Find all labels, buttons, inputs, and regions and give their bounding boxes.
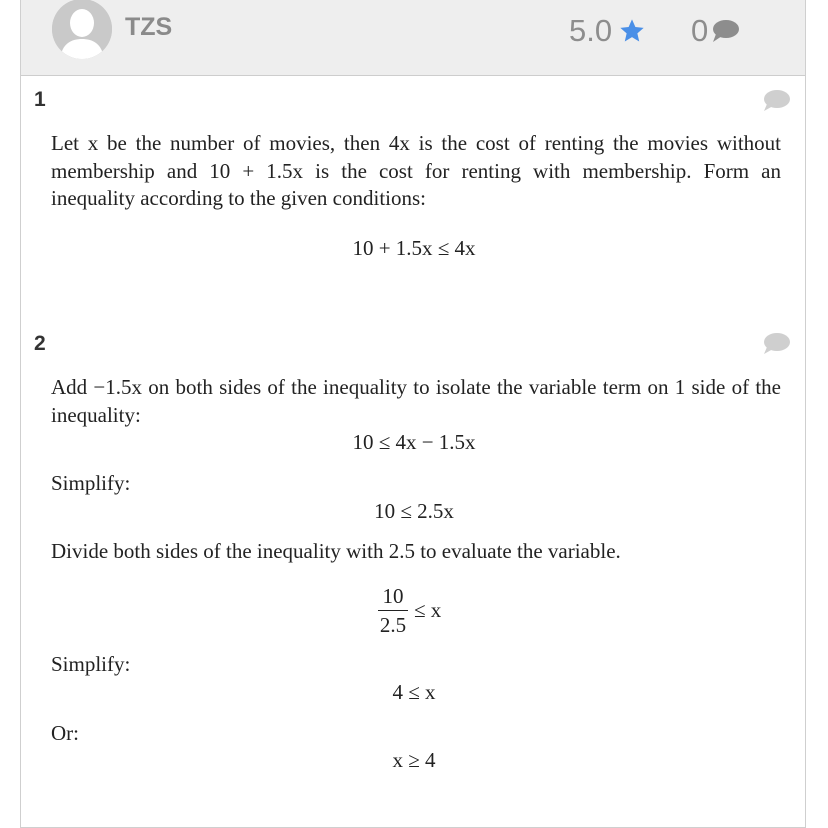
equation: 4 ≤ x — [392, 680, 436, 704]
equation: 10 ≤ 2.5x — [374, 499, 454, 523]
step-label: Or: — [51, 721, 79, 745]
equation: x ≥ 4 — [392, 748, 436, 772]
comment-count[interactable] — [691, 13, 740, 49]
comment-bubble-icon[interactable] — [761, 332, 791, 356]
fraction-equation — [378, 584, 441, 637]
step-explanation: Add −1.5x on both sides of the inequality to isolate the variable term on 1 side of the inequality: — [51, 375, 781, 427]
fraction — [378, 584, 408, 637]
step-number: 2 — [34, 332, 46, 355]
step-explanation: Let x be the number of movies, then 4x is the cost of renting the movies without membership and 10 + 1.5x is the cost for renting with membership. Form an inequality according to the given conditions: — [51, 131, 781, 210]
username[interactable]: TZS — [125, 13, 173, 41]
step-explanation: Divide both sides of the inequality with 2.5 to evaluate the variable. — [51, 539, 621, 563]
avatar[interactable] — [52, 0, 112, 59]
fraction-rest: ≤ x — [414, 598, 442, 622]
step-label: Simplify: — [51, 471, 131, 495]
rating-value: 5.0 — [569, 13, 613, 48]
equation: 10 ≤ 4x − 1.5x — [352, 430, 476, 454]
speech-bubble-icon — [710, 18, 740, 44]
fraction-denominator: 2.5 — [379, 613, 407, 637]
comment-count-value: 0 — [691, 13, 709, 48]
equation: 10 + 1.5x ≤ 4x — [352, 236, 476, 260]
fraction-bar — [378, 610, 408, 611]
answer-header — [21, 0, 805, 76]
answer-card — [20, 0, 806, 828]
fraction-numerator: 10 — [382, 584, 404, 608]
rating — [569, 13, 646, 49]
step-number: 1 — [34, 88, 46, 111]
comment-bubble-icon[interactable] — [761, 89, 791, 113]
star-icon — [618, 17, 646, 45]
user-silhouette-icon — [52, 0, 112, 59]
step-label: Simplify: — [51, 652, 131, 676]
